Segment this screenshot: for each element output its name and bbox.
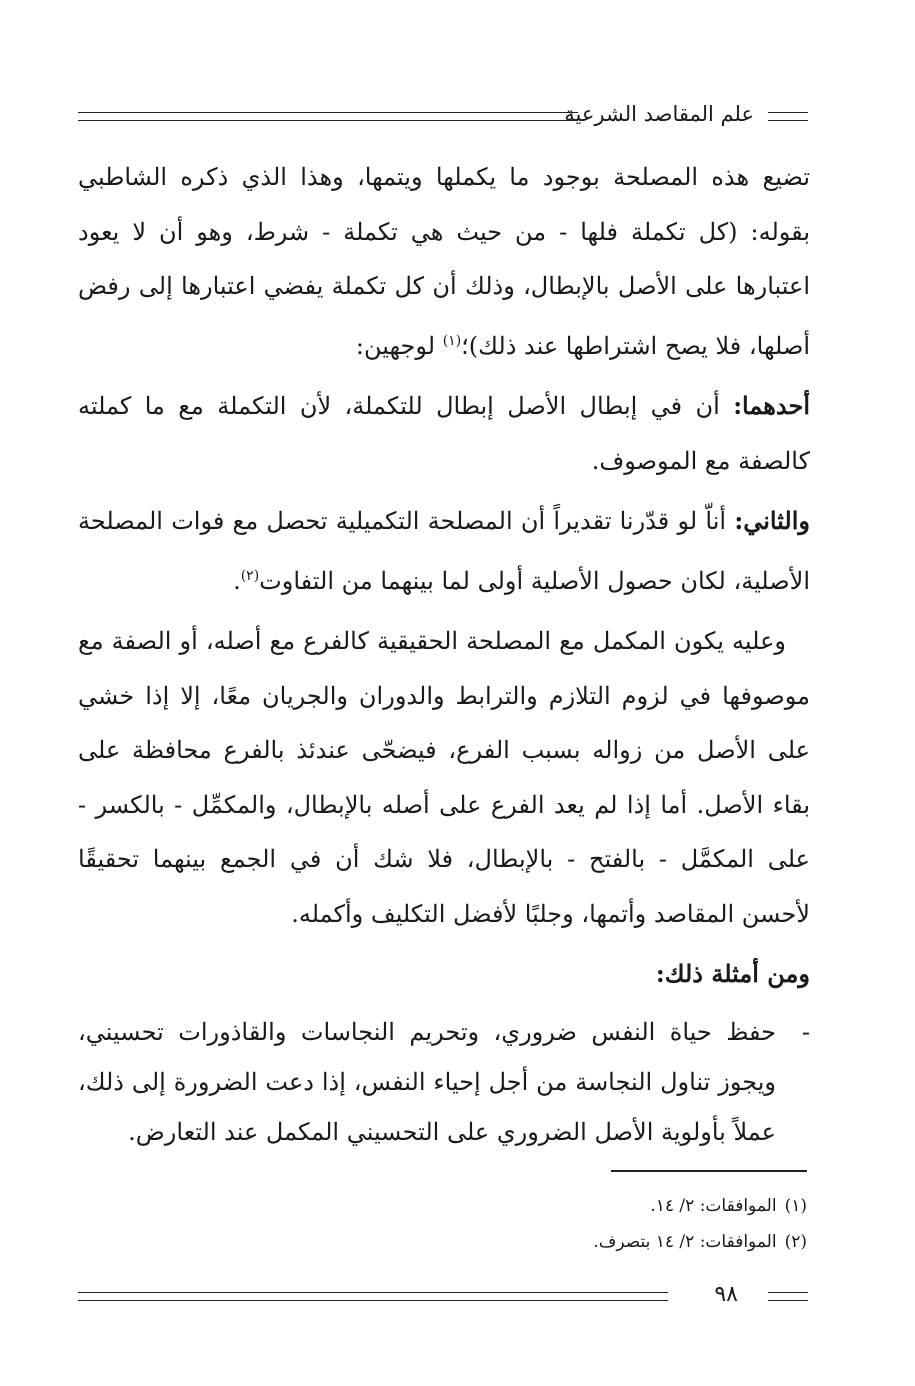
- footnote-2-number: (٢): [784, 1232, 807, 1252]
- paragraph-3: [78, 494, 810, 608]
- bullet-dash: -: [801, 1018, 810, 1046]
- footer-rule-left: [78, 1292, 668, 1301]
- header-title: علم المقاصد الشرعية: [564, 102, 754, 126]
- footnotes: [207, 1188, 807, 1260]
- example-item-1: [78, 1007, 810, 1157]
- example-item-1-text: حفظ حياة النفس ضروري، وتحريم النجاسات والقاذورات تحسيني، ويجوز تناول النجاسة من أجل إحياء النفس، إذا دعت الضرورة إلى ذلك، عملاً بأولوية الأصل الضروري على التحسيني المكمل عند التعارض.: [78, 1018, 776, 1146]
- footnote-1-number: (١): [784, 1196, 807, 1216]
- running-header: [78, 98, 808, 132]
- paragraph-1-text: تضيع هذه المصلحة بوجود ما يكملها ويتمها، وهذا الذي ذكره الشاطبي بقوله: (كل تكملة فلها - من حيث هي تكملة - شرط، وهو أن لا يعود اعتبارها على الأصل بالإبطال، وذلك أن كل تكملة يفضي اعتبارها إلى رفض أصلها، فلا يصح اشتراطها عند ذلك)؛: [78, 163, 810, 360]
- page-number: ٩٨: [714, 1282, 738, 1307]
- footnote-1: [207, 1188, 807, 1224]
- footnote-separator: [611, 1170, 807, 1172]
- paragraph-2: [78, 379, 810, 488]
- paragraph-3-text: أناّ لو قدّرنا تقديراً أن المصلحة التكميلية تحصل مع فوات المصلحة الأصلية، لكان حصول الأصلية أولى لما بينهما من التفاوت: [78, 507, 810, 595]
- footnote-ref-1: (١): [442, 332, 462, 349]
- footnote-1-text: الموافقات: ٢/ ١٤.: [650, 1196, 777, 1216]
- paragraph-2-text: أن في إبطال الأصل إبطال للتكملة، لأن التكملة مع ما كملته كالصفة مع الموصوف.: [78, 392, 810, 475]
- header-rule-left: [78, 112, 578, 121]
- examples-heading: ومن أمثلة ذلك:: [655, 959, 810, 988]
- page-footer: [78, 1284, 808, 1314]
- paragraph-3-tail: .: [233, 566, 241, 595]
- footnote-2-text: الموافقات: ٢/ ١٤ بتصرف.: [593, 1232, 777, 1252]
- main-text: [78, 150, 810, 1157]
- paragraph-2-lead: أحدهما:: [733, 391, 810, 420]
- header-rule-right: [768, 112, 808, 121]
- paragraph-1: [78, 150, 810, 373]
- footnote-ref-2: (٢): [240, 567, 260, 584]
- footnote-2: [207, 1224, 807, 1260]
- paragraph-1-tail: لوجهين:: [355, 331, 443, 360]
- paragraph-3-lead: والثاني:: [734, 506, 810, 535]
- paragraph-4: وعليه يكون المكمل مع المصلحة الحقيقية كالفرع مع أصله، أو الصفة مع موصوفها في لزوم التلازم والترابط والدوران والجريان معًا، إلا إذا خشي على الأصل من زواله بسبب الفرع، فيضحّى عندئذ بالفرع محافظة على بقاء الأصل. أما إذا لم يعد الفرع على أصله بالإبطال، والمكمِّل - بالكسر - على المكمَّل - بالفتح - بالإبطال، فلا شك أن في الجمع بينهما تحقيقًا لأحسن المقاصد وأتمها، وجلبًا لأفضل التكليف وأكمله.: [78, 627, 810, 928]
- footer-rule-right: [768, 1292, 808, 1301]
